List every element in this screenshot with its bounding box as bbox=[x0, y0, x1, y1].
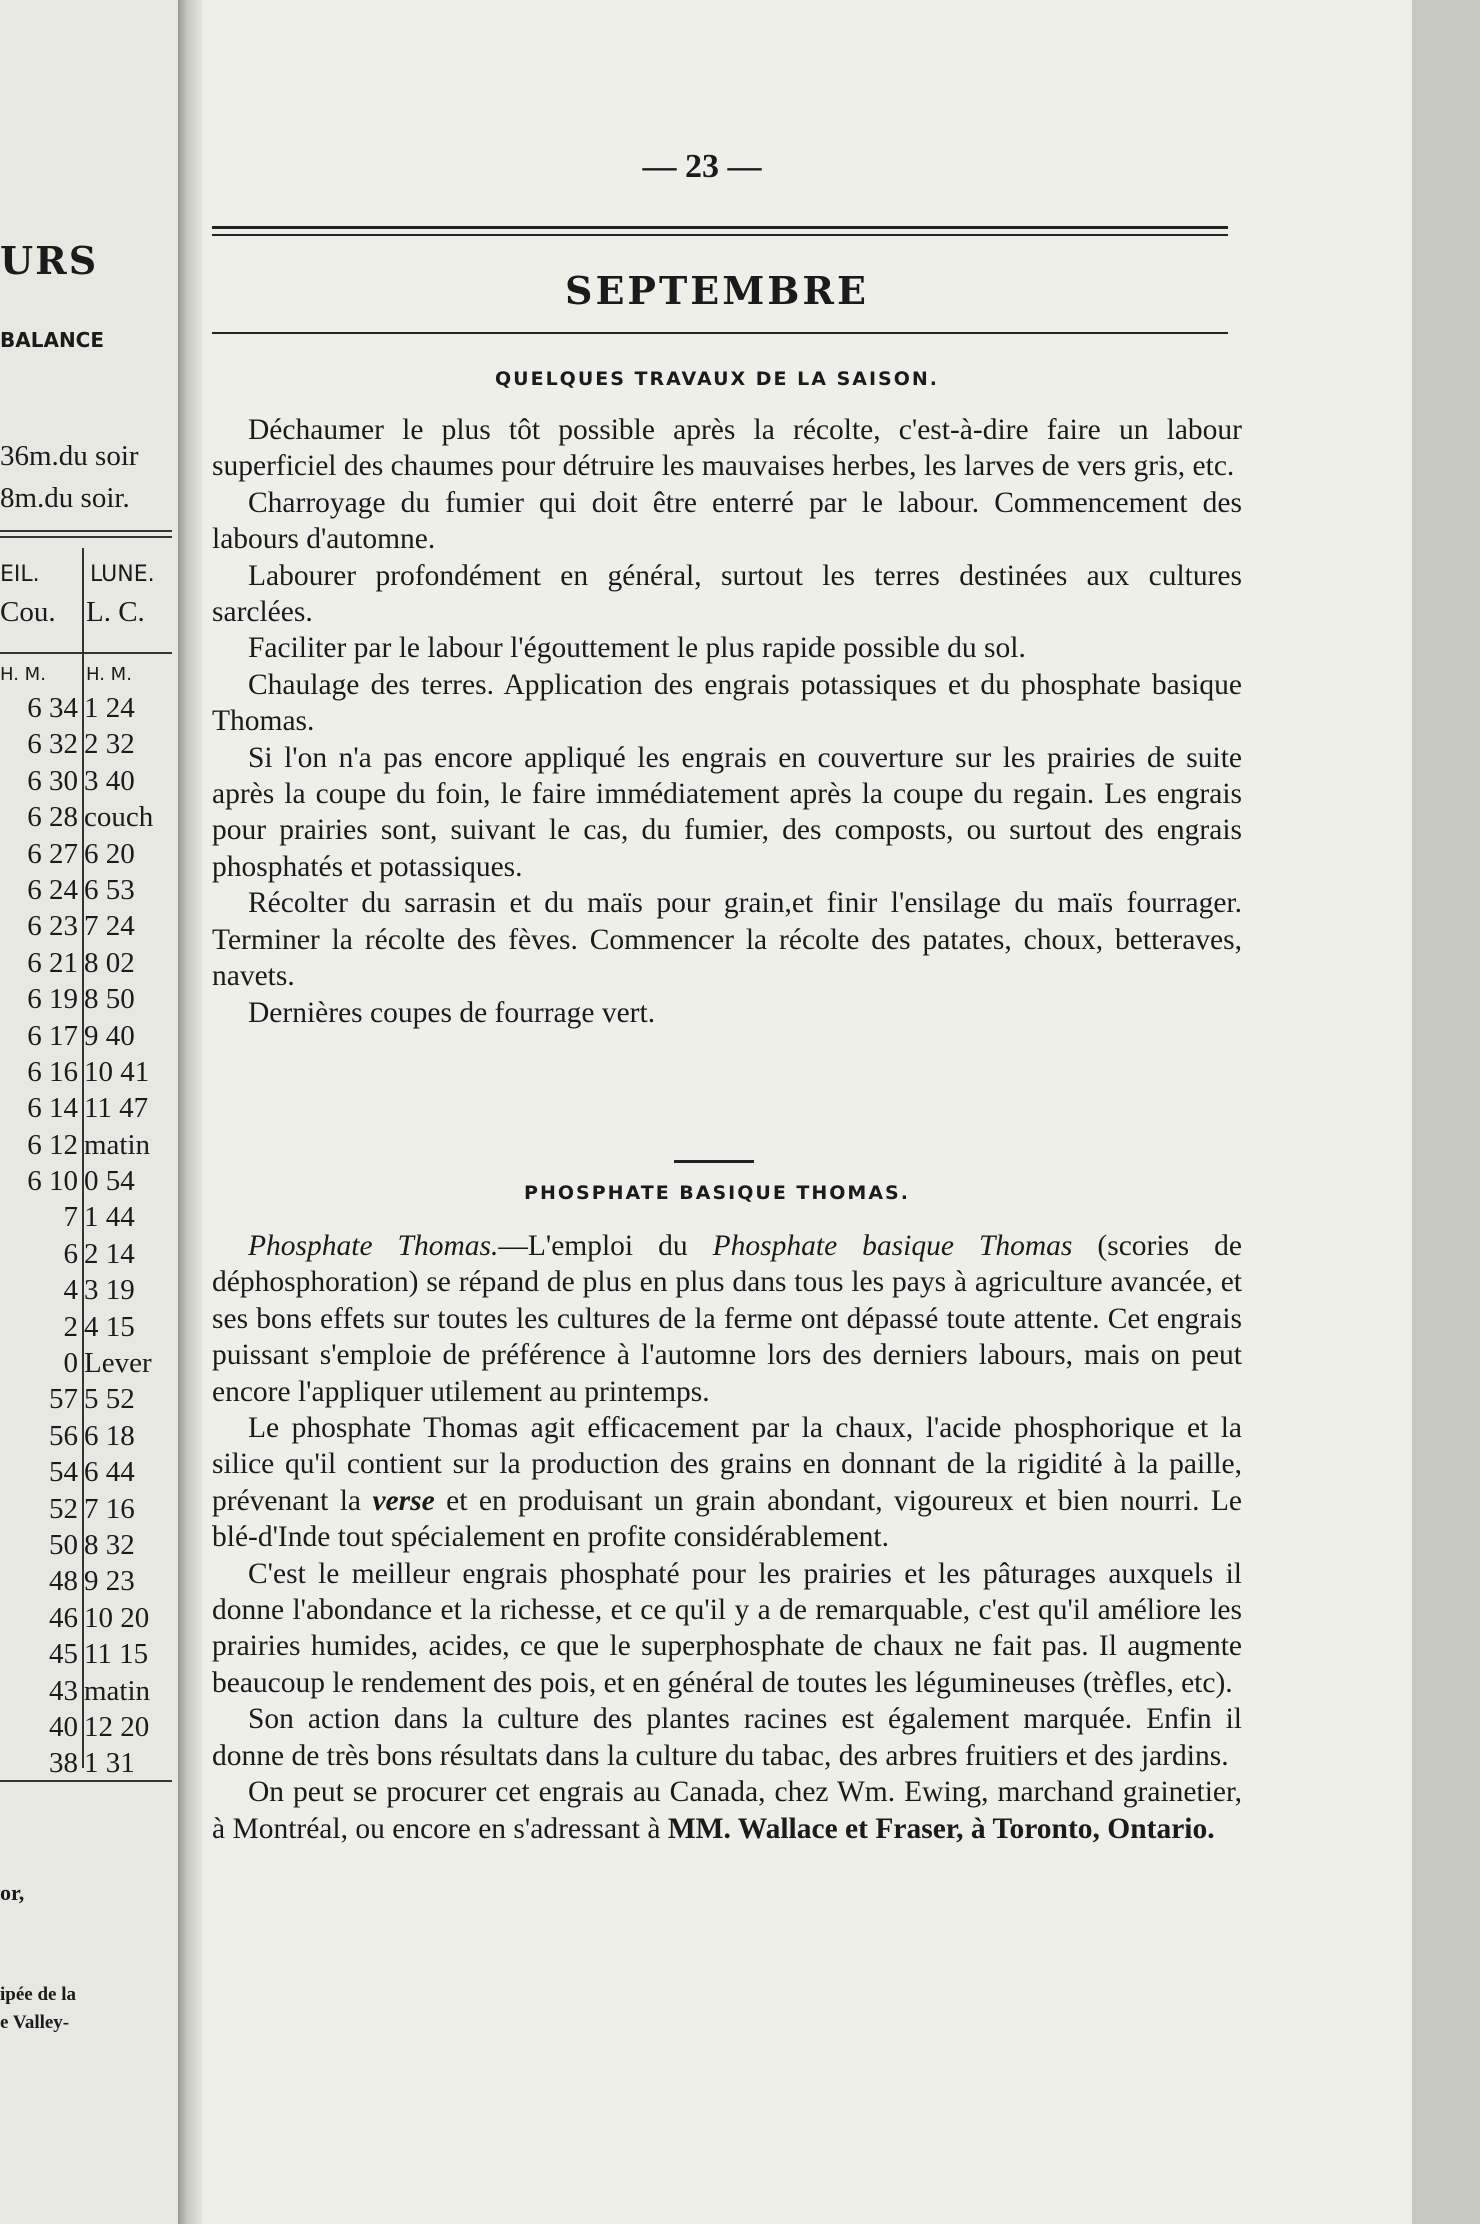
moon-time: Lever bbox=[84, 1347, 152, 1380]
sun-time: 50 bbox=[49, 1528, 78, 1561]
ephemeris-row bbox=[0, 945, 172, 981]
ephemeris-row bbox=[0, 763, 172, 799]
sun-time: 57 bbox=[49, 1383, 78, 1416]
sun-time: 40 bbox=[49, 1710, 78, 1743]
sun-time: 45 bbox=[49, 1638, 78, 1671]
moon-time: 10 20 bbox=[84, 1601, 150, 1634]
moon-time: 1 24 bbox=[84, 692, 135, 724]
moon-time: 6 53 bbox=[84, 873, 135, 906]
left-units-1: H. M. bbox=[0, 664, 46, 685]
moon-time: 2 14 bbox=[84, 1237, 135, 1270]
left-col-sub-2: L. C. bbox=[86, 596, 145, 628]
ephemeris-row bbox=[0, 872, 172, 908]
moon-time: 1 44 bbox=[84, 1201, 135, 1234]
sun-time: 46 bbox=[49, 1601, 78, 1634]
moon-time: matin bbox=[84, 1674, 151, 1707]
paragraph: Récolter du sarrasin et du maïs pour grain,et finir l'ensilage du maïs fourrager. Terminer la récolte des fèves. Commencer la récolte des patates, choux, betteraves, navets. bbox=[212, 887, 1242, 993]
sun-time: 54 bbox=[49, 1456, 78, 1489]
moon-time: 0 54 bbox=[84, 1165, 135, 1198]
ephemeris-row bbox=[0, 1163, 172, 1199]
left-rule bbox=[0, 530, 172, 532]
sun-time: 6 24 bbox=[27, 873, 78, 906]
left-footer-2: ipée de la bbox=[0, 1984, 76, 2005]
text-run: On peut se procurer cet engrais au Canada, chez Wm. Ewing, marchand grainetier, à Montréal, ou encore en s'adressant à bbox=[212, 1776, 1242, 1845]
page-23 bbox=[202, 0, 1412, 2224]
left-rule bbox=[0, 536, 172, 538]
moon-time: 3 19 bbox=[84, 1274, 135, 1307]
sun-time: 6 23 bbox=[27, 910, 78, 943]
left-col-header-moon: LUNE. bbox=[90, 562, 155, 587]
sun-time: 6 32 bbox=[27, 728, 78, 761]
page-edge-margin bbox=[1412, 0, 1480, 2224]
sun-time: 2 bbox=[63, 1310, 78, 1343]
ephemeris-row bbox=[0, 1345, 172, 1381]
paragraph: Si l'on n'a pas encore appliqué les engrais en couverture sur les prairies de suite après la coupe du foin, le faire immédiatement après la coupe du regain. Les engrais pour prairies sont, suivant le cas, du fumier, des composts, ou surtout des engrais phosphatés et potassiques. bbox=[212, 741, 1242, 883]
moon-time: matin bbox=[84, 1128, 151, 1161]
moon-time: 12 20 bbox=[84, 1710, 150, 1743]
bold-address: MM. Wallace et Fraser, à Toronto, Ontario. bbox=[667, 1812, 1215, 1845]
moon-time: 5 52 bbox=[84, 1383, 135, 1416]
sun-time: 43 bbox=[49, 1674, 78, 1707]
sun-time: 52 bbox=[49, 1492, 78, 1525]
ephemeris-row bbox=[0, 726, 172, 762]
ephemeris-row bbox=[0, 981, 172, 1017]
moon-time: 8 32 bbox=[84, 1528, 135, 1561]
sun-time: 6 16 bbox=[27, 1055, 78, 1088]
paragraph: Faciliter par le labour l'égouttement le plus rapide possible du sol. bbox=[248, 632, 1026, 665]
month-rule bbox=[212, 332, 1228, 334]
ephemeris-row bbox=[0, 1636, 172, 1672]
ephemeris-row bbox=[0, 1563, 172, 1599]
moon-time: 8 50 bbox=[84, 983, 135, 1016]
paragraph: Charroyage du fumier qui doit être enterré par le labour. Commencement des labours d'automne. bbox=[212, 486, 1242, 556]
section-travaux-body bbox=[212, 412, 1242, 1031]
lead-italic: Phosphate Thomas. bbox=[248, 1230, 499, 1262]
left-page-subtitle: BALANCE bbox=[0, 328, 105, 352]
moon-time: 8 02 bbox=[84, 946, 135, 979]
paragraph: Chaulage des terres. Application des engrais potassiques et du phosphate basique Thomas. bbox=[212, 668, 1242, 738]
previous-page-fragment bbox=[0, 0, 178, 2224]
sun-time: 6 14 bbox=[27, 1092, 78, 1125]
month-heading: SEPTEMBRE bbox=[565, 268, 869, 313]
ephemeris-row bbox=[0, 1454, 172, 1490]
sun-time: 38 bbox=[49, 1747, 78, 1780]
paragraph bbox=[212, 1774, 1242, 1847]
ephemeris-row bbox=[0, 1381, 172, 1417]
left-col-header-sun: EIL. bbox=[0, 562, 40, 587]
moon-time: 9 40 bbox=[84, 1019, 135, 1052]
text-run: Le phosphate Thomas agit efficacement par la chaux, l'acide phosphorique et la silice qu'il contient sur la production des grains en donnant de la rigidité à la paille, prévenant la bbox=[212, 1412, 1242, 1517]
left-ephemeris-table bbox=[0, 690, 172, 1782]
sun-time: 48 bbox=[49, 1565, 78, 1598]
moon-time: 6 20 bbox=[84, 837, 135, 870]
sun-time: 6 12 bbox=[27, 1128, 78, 1161]
sun-time: 56 bbox=[49, 1419, 78, 1452]
moon-time: 11 47 bbox=[84, 1092, 149, 1125]
sun-time: 6 21 bbox=[27, 946, 78, 979]
paragraph: Son action dans la culture des plantes racines est également marquée. Enfin il donne de très bons résultats dans la culture du tabac, des arbres fruitiers et des jardins. bbox=[212, 1703, 1242, 1772]
ephemeris-row bbox=[0, 908, 172, 944]
sun-time: 4 bbox=[63, 1274, 78, 1307]
ephemeris-row bbox=[0, 1090, 172, 1126]
lead-text-2: (scories de déphosphoration) se répand de plus en plus dans tous les pays à agriculture avancée, et ses bons effets sur toutes les cultures de la ferme ont dépassé toute attente. Cet engrais puissant s'emploie de préférence à l'automne lors des derniers labours, mais on peut encore l'appliquer utilement au printemps. bbox=[212, 1230, 1242, 1408]
sun-time: 6 28 bbox=[27, 801, 78, 834]
ephemeris-row bbox=[0, 1054, 172, 1090]
sun-time: 6 bbox=[63, 1237, 78, 1270]
sun-time: 6 27 bbox=[27, 837, 78, 870]
left-units-2: H. M. bbox=[86, 664, 132, 685]
paragraph: Dernières coupes de fourrage vert. bbox=[248, 996, 656, 1029]
ephemeris-row bbox=[0, 836, 172, 872]
left-col-sub-1: Cou. bbox=[0, 596, 56, 628]
ephemeris-row bbox=[0, 1709, 172, 1745]
moon-time: 6 18 bbox=[84, 1419, 135, 1452]
ephemeris-row bbox=[0, 1127, 172, 1163]
moon-time: 9 23 bbox=[84, 1565, 135, 1598]
left-page-title: URS bbox=[0, 238, 99, 283]
sun-time: 6 10 bbox=[27, 1165, 78, 1198]
sun-time: 7 bbox=[63, 1201, 78, 1234]
moon-time: 4 15 bbox=[84, 1310, 135, 1343]
left-rule bbox=[0, 1780, 172, 1782]
paragraph bbox=[212, 1410, 1242, 1556]
section-title-phosphate: PHOSPHATE BASIQUE THOMAS. bbox=[524, 1182, 910, 1204]
ephemeris-row bbox=[0, 1745, 172, 1781]
left-time-line-2: 8m.du soir. bbox=[0, 482, 130, 514]
ephemeris-row bbox=[0, 1600, 172, 1636]
moon-time: 10 41 bbox=[84, 1055, 150, 1088]
text-run: et en produisant un grain abondant, vigoureux et bien nourri. Le blé-d'Inde tout spécialement en profite considérablement. bbox=[212, 1484, 1242, 1554]
moon-time: 7 16 bbox=[84, 1492, 135, 1525]
section-title-travaux: QUELQUES TRAVAUX DE LA SAISON. bbox=[495, 368, 939, 390]
lead-text: —L'emploi du bbox=[498, 1230, 713, 1262]
ephemeris-row bbox=[0, 1236, 172, 1272]
sun-time: 6 34 bbox=[27, 692, 78, 724]
paragraph: C'est le meilleur engrais phosphaté pour les prairies et les pâturages auxquels il donne l'abondance et la richesse, et ce qu'il y a de remarquable, c'est qu'il améliore les prairies humides, acides, ce que le superphosphate de chaux ne fait pas. Il augmente beaucoup le rendement des pois, et en général de toutes les légumineuses (trèfles, etc). bbox=[212, 1557, 1242, 1699]
moon-time: 7 24 bbox=[84, 910, 135, 943]
moon-time: 2 32 bbox=[84, 728, 135, 761]
moon-time: 1 31 bbox=[84, 1747, 135, 1780]
ephemeris-row bbox=[0, 1309, 172, 1345]
section-separator bbox=[674, 1160, 754, 1163]
moon-time: 3 40 bbox=[84, 764, 135, 797]
paragraph: Déchaumer le plus tôt possible après la récolte, c'est-à-dire faire un labour superficiel des chaumes pour détruire les mauvaises herbes, les larves de vers gris, etc. bbox=[212, 414, 1242, 483]
section-phosphate-body bbox=[212, 1228, 1242, 1847]
ephemeris-row bbox=[0, 1272, 172, 1308]
header-double-rule bbox=[212, 234, 1228, 236]
ephemeris-row bbox=[0, 1418, 172, 1454]
sun-time: 6 17 bbox=[27, 1019, 78, 1052]
header-double-rule bbox=[212, 226, 1228, 229]
left-footer-3: e Valley- bbox=[0, 2012, 70, 2033]
ephemeris-row bbox=[0, 1673, 172, 1709]
paragraph bbox=[212, 1228, 1242, 1410]
moon-time: couch bbox=[84, 801, 154, 834]
lead-italic-2: Phosphate basique Thomas bbox=[712, 1230, 1073, 1262]
ephemeris-row bbox=[0, 1527, 172, 1563]
ephemeris-row bbox=[0, 1018, 172, 1054]
ephemeris-row bbox=[0, 799, 172, 835]
moon-time: 6 44 bbox=[84, 1456, 135, 1489]
left-time-line-1: 36m.du soir bbox=[0, 440, 139, 472]
ephemeris-row bbox=[0, 1199, 172, 1235]
sun-time: 6 30 bbox=[27, 764, 78, 797]
paragraph: Labourer profondément en général, surtout les terres destinées aux cultures sarclées. bbox=[212, 559, 1242, 629]
book-gutter bbox=[178, 0, 202, 2224]
ephemeris-row bbox=[0, 1491, 172, 1527]
moon-time: 11 15 bbox=[84, 1638, 149, 1671]
ephemeris-row bbox=[0, 690, 172, 726]
sun-time: 6 19 bbox=[27, 983, 78, 1016]
page-number: — 23 — bbox=[642, 148, 762, 185]
left-footer-1: or, bbox=[0, 1880, 25, 1905]
sun-time: 0 bbox=[63, 1347, 78, 1380]
italic-word: verse bbox=[372, 1484, 435, 1517]
left-rule bbox=[0, 652, 172, 654]
